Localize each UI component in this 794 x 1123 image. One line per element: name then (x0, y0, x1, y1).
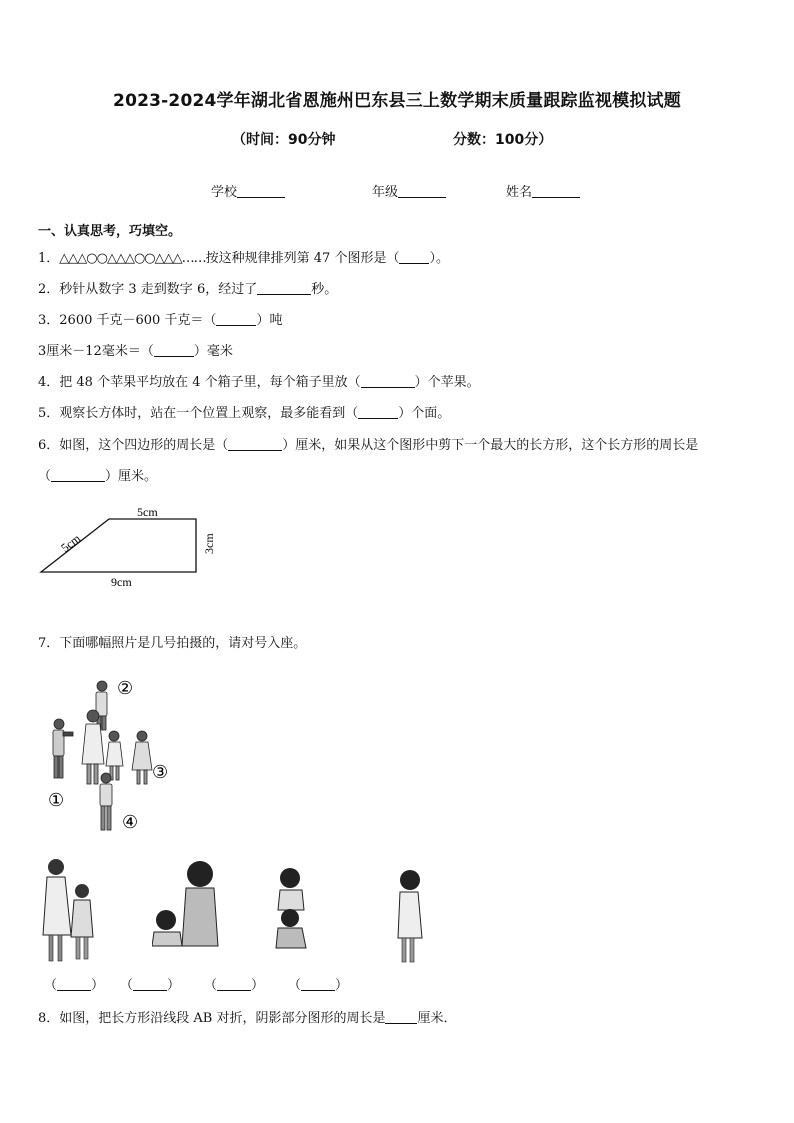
paren-open-a: （ (44, 978, 58, 993)
q1-symbols: △△△○○△△△○○△△△…… (59, 251, 206, 266)
school-blank[interactable] (237, 184, 285, 198)
paren-close-a: ） (91, 978, 105, 993)
person-2-figure (96, 681, 107, 730)
paren-open-d: （ (288, 978, 302, 993)
question-6-line2 (38, 469, 157, 485)
q1-text: 按这种规律排列第 47 个图形是（ (205, 251, 400, 266)
q6-text-mid: ）厘米，如果从这个图形中剪下一个最大的长方形，这个长方形的周长是 (282, 438, 699, 453)
exam-score: 分数：100分） (453, 132, 553, 148)
exam-time: （时间：90分钟 (232, 132, 336, 148)
q3-answer-blank[interactable] (216, 313, 256, 326)
question-8 (38, 1011, 457, 1027)
question-6 (38, 438, 698, 454)
q2-text-end: 秒。 (311, 282, 338, 297)
grade-blank[interactable] (398, 184, 446, 198)
section-heading: 一、认真思考，巧填空。 (38, 224, 182, 239)
answer-blank-a[interactable] (44, 978, 104, 994)
answer-blank-b[interactable] (120, 978, 180, 994)
q1-number: 1． (38, 251, 60, 266)
question-1 (38, 251, 449, 267)
answer-blank-c[interactable] (204, 978, 264, 994)
person-3-figure (132, 731, 152, 784)
q3-text-end: ）吨 (256, 313, 283, 328)
grade-field (372, 181, 446, 200)
answer-line-c[interactable] (217, 978, 251, 991)
q8-text: 8．如图，把长方形沿线段 AB 对折，阴影部分图形的周长是 (38, 1011, 386, 1026)
q2-answer-blank[interactable] (257, 282, 311, 295)
answer-line-b[interactable] (133, 978, 167, 991)
paren-open-b: （ (120, 978, 134, 993)
paren-close-d: ） (335, 978, 349, 993)
q6-text-end: ）厘米。 (105, 469, 158, 484)
observer-label-2: ② (117, 678, 134, 699)
q8-answer-blank[interactable] (385, 1011, 417, 1024)
q1-answer-blank[interactable] (399, 251, 429, 264)
question-2 (38, 282, 337, 298)
name-field (506, 181, 580, 200)
child-figure (106, 731, 123, 780)
observer-label-4: ④ (122, 812, 139, 833)
paren-open-c: （ (204, 978, 218, 993)
q6-answer-blank-2[interactable] (51, 469, 105, 482)
q3-text: 3．2600 千克－600 千克＝（ (38, 313, 217, 328)
q5-answer-blank[interactable] (358, 406, 398, 419)
q3b-text: 3厘米－12毫米＝（ (38, 344, 154, 359)
photo-a (38, 855, 104, 965)
paren-close-c: ） (251, 978, 265, 993)
q4-text: 4．把 48 个苹果平均放在 4 个箱子里，每个箱子里放（ (38, 375, 361, 390)
grade-label: 年级 (372, 185, 399, 200)
school-field (211, 181, 285, 200)
q6-text: 6．如图，这个四边形的周长是（ (38, 438, 229, 453)
q3b-text-end: ）毫米 (193, 344, 233, 359)
label-right: 3cm (202, 533, 216, 554)
question-3b (38, 344, 233, 360)
label-bottom: 9cm (111, 575, 132, 589)
q4-text-end: ）个苹果。 (414, 375, 480, 390)
trapezoid-figure (36, 502, 226, 590)
answer-line-d[interactable] (301, 978, 335, 991)
person-1-figure (53, 719, 73, 778)
school-label: 学校 (211, 185, 238, 200)
name-label: 姓名 (506, 185, 533, 200)
question-4 (38, 375, 480, 391)
observer-label-1: ① (48, 790, 65, 811)
photo-b (152, 858, 222, 948)
question-3 (38, 313, 282, 329)
q6-answer-blank-1[interactable] (228, 438, 282, 451)
scene-illustration (44, 674, 184, 836)
paren-close-b: ） (167, 978, 181, 993)
question-7: 7．下面哪幅照片是几号拍摄的，请对号入座。 (38, 636, 307, 651)
q4-answer-blank[interactable] (361, 375, 415, 388)
q5-text: 5．观察长方体时，站在一个位置上观察，最多能看到（ (38, 406, 359, 421)
photo-c (272, 866, 312, 950)
question-5 (38, 406, 450, 422)
person-4-figure (100, 773, 112, 830)
answer-line-a[interactable] (57, 978, 91, 991)
answer-blank-d[interactable] (288, 978, 348, 994)
name-blank[interactable] (532, 184, 580, 198)
q5-text-end: ）个面。 (398, 406, 451, 421)
label-top: 5cm (137, 505, 158, 519)
q3b-answer-blank[interactable] (154, 344, 194, 357)
q8-text-end: 厘米． (417, 1011, 457, 1026)
q6-paren: （ (38, 469, 52, 484)
observer-label-3: ③ (152, 762, 169, 783)
label-left: 5cm (58, 531, 84, 555)
q2-text: 2．秒针从数字 3 走到数字 6，经过了 (38, 282, 258, 297)
q1-text-end: ）。 (429, 251, 449, 266)
page-title: 2023-2024学年湖北省恩施州巴东县三上数学期末质量跟踪监视模拟试题 (113, 91, 681, 111)
photo-d (390, 868, 426, 964)
